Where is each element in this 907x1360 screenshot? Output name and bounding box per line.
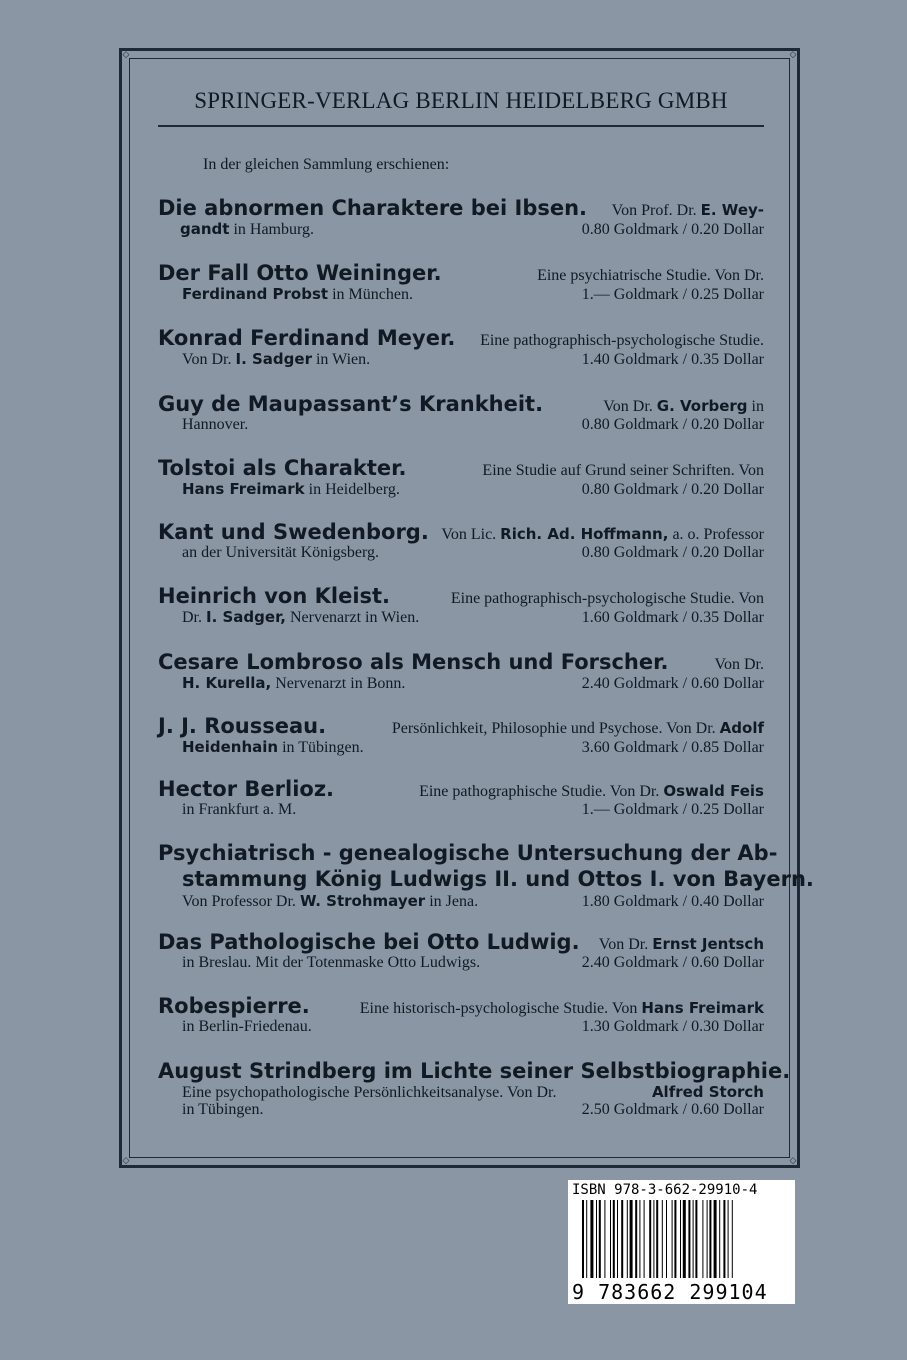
price: 2.40 Goldmark / 0.60 Dollar	[581, 675, 764, 692]
barcode-bar	[709, 1200, 711, 1278]
book-title-line-2: stammung König Ludwigs II. und Ottos I. von Bayern.	[182, 867, 814, 891]
barcode-bar	[590, 1200, 593, 1278]
barcode-bar	[732, 1200, 733, 1278]
list-item: Die abnormen Charaktere bei Ibsen. Von Prof. Dr. E. Wey- gandt in Hamburg. 0.80 Goldmark / 0.20 Dollar	[158, 196, 764, 238]
barcode-bar	[596, 1200, 597, 1278]
price: 0.80 Goldmark / 0.20 Dollar	[581, 544, 764, 561]
corner-ornament-br: ◇	[789, 1156, 797, 1166]
barcode-bar	[719, 1200, 720, 1278]
barcode-bar	[683, 1200, 686, 1278]
list-item: Konrad Ferdinand Meyer. Eine pathographisch-psychologische Studie. Von Dr. I. Sadger in Wien. 1.40 Goldmark / 0.35 Dollar	[158, 326, 764, 368]
barcode-bar	[693, 1200, 694, 1278]
intro-text: In der gleichen Sammlung erschienen:	[203, 156, 450, 173]
price: 1.60 Goldmark / 0.35 Dollar	[581, 609, 764, 626]
price: 0.80 Goldmark / 0.20 Dollar	[581, 416, 764, 433]
price: 2.40 Goldmark / 0.60 Dollar	[581, 954, 764, 971]
barcode-bar	[707, 1200, 708, 1278]
barcode-bar	[627, 1200, 628, 1278]
book-title: Heinrich von Kleist.	[158, 584, 391, 608]
book-title: Der Fall Otto Weininger.	[158, 261, 442, 285]
barcode-bar	[723, 1200, 725, 1278]
barcode-bar	[672, 1200, 673, 1278]
publisher-name: SPRINGER-VERLAG BERLIN HEIDELBERG GMBH	[194, 88, 728, 113]
barcode-bar	[613, 1200, 615, 1278]
header-rule	[158, 125, 764, 127]
barcode-bar	[630, 1200, 633, 1278]
barcode-bar	[604, 1200, 605, 1278]
price: 2.50 Goldmark / 0.60 Dollar	[581, 1101, 764, 1118]
barcode-bar	[702, 1200, 703, 1278]
price: 0.80 Goldmark / 0.20 Dollar	[581, 481, 764, 498]
price: 1.— Goldmark / 0.25 Dollar	[581, 286, 764, 303]
barcode-bar	[586, 1200, 587, 1278]
barcode-bar	[610, 1200, 611, 1278]
barcode-bar	[635, 1200, 637, 1278]
barcode-bar	[617, 1200, 618, 1278]
corner-ornament-tr: ◇	[789, 50, 797, 60]
list-item: Das Pathologische bei Otto Ludwig. Von Dr. Ernst Jentsch in Breslau. Mit der Totenmaske Otto Ludwigs. 2.40 Goldmark / 0.60 Dollar	[158, 930, 764, 971]
book-title: August Strindberg im Lichte seiner Selbstbiographie.	[158, 1059, 791, 1083]
list-item: Der Fall Otto Weininger. Eine psychiatrische Studie. Von Dr. Ferdinand Probst in München. 1.— Goldmark / 0.25 Dollar	[158, 261, 764, 303]
price: 1.30 Goldmark / 0.30 Dollar	[581, 1018, 764, 1035]
price: 1.40 Goldmark / 0.35 Dollar	[581, 351, 764, 368]
barcode-bar	[582, 1200, 584, 1278]
barcode-bar	[728, 1200, 729, 1278]
price: 3.60 Goldmark / 0.85 Dollar	[581, 739, 764, 756]
barcode-bar	[599, 1200, 601, 1278]
corner-ornament-bl: ◇	[122, 1156, 130, 1166]
book-title: Cesare Lombroso als Mensch und Forscher.	[158, 650, 669, 674]
book-title: Guy de Maupassant’s Krankheit.	[158, 392, 544, 416]
list-item: Tolstoi als Charakter. Eine Studie auf Grund seiner Schriften. Von Hans Freimark in Heidelberg. 0.80 Goldmark / 0.20 Dollar	[158, 456, 764, 498]
barcode-bar	[666, 1200, 667, 1278]
barcode-bar	[644, 1200, 645, 1278]
book-title: Die abnormen Charaktere bei Ibsen.	[158, 196, 588, 220]
list-item: Heinrich von Kleist. Eine pathographisch-psychologische Studie. Von Dr. I. Sadger, Nervenarzt in Wien. 1.60 Goldmark / 0.35 Dollar	[158, 584, 764, 626]
barcode-bar	[649, 1200, 651, 1278]
list-item: Kant und Swedenborg. Von Lic. Rich. Ad. Hoffmann, a. o. Professor an der Universität Königsberg. 0.80 Goldmark / 0.20 Dollar	[158, 520, 764, 561]
book-title: J. J. Rousseau.	[158, 714, 327, 738]
barcode-bar	[653, 1200, 654, 1278]
isbn-barcode	[568, 1180, 795, 1304]
barcode	[568, 1200, 795, 1282]
book-title-line-1: Psychiatrisch - genealogische Untersuchung der Ab-	[158, 841, 778, 865]
barcode-bar	[695, 1200, 697, 1278]
barcode-bar	[674, 1200, 676, 1278]
barcode-bar	[621, 1200, 623, 1278]
list-item: J. J. Rousseau. Persönlichkeit, Philosophie und Psychose. Von Dr. Adolf Heidenhain in Tübingen. 3.60 Goldmark / 0.85 Dollar	[158, 714, 764, 756]
ean-number: 9 783662 299104	[572, 1280, 768, 1304]
list-item: August Strindberg im Lichte seiner Selbstbiographie. Eine psychopathologische Persönlichkeitsanalyse. Von Dr. Alfred Storch in Tübingen. 2.50 Goldmark / 0.60 Dollar	[158, 1059, 791, 1118]
barcode-bar	[688, 1200, 690, 1278]
list-item: Robespierre. Eine historisch-psychologische Studie. Von Hans Freimark in Berlin-Friedenau. 1.30 Goldmark / 0.30 Dollar	[158, 994, 764, 1035]
barcode-bar	[662, 1200, 663, 1278]
list-item: Psychiatrisch - genealogische Untersuchung der Ab- stammung König Ludwigs II. und Ottos I. von Bayern. Von Professor Dr. W. Strohmayer in Jena. 1.80 Goldmark / 0.40 Dollar	[158, 841, 814, 910]
book-title: Konrad Ferdinand Meyer.	[158, 326, 456, 350]
barcode-bar	[639, 1200, 640, 1278]
list-item: Guy de Maupassant’s Krankheit. Von Dr. G. Vorberg in Hannover. 0.80 Goldmark / 0.20 Dollar	[158, 392, 764, 433]
list-item: Cesare Lombroso als Mensch und Forscher. Von Dr. H. Kurella, Nervenarzt in Bonn. 2.40 Goldmark / 0.60 Dollar	[158, 650, 764, 692]
book-title: Robespierre.	[158, 994, 310, 1018]
barcode-bar	[680, 1200, 681, 1278]
isbn-number: ISBN 978-3-662-29910-4	[572, 1182, 758, 1198]
corner-ornament-tl: ◇	[122, 50, 130, 60]
barcode-bar	[714, 1200, 717, 1278]
price: 1.— Goldmark / 0.25 Dollar	[581, 801, 764, 818]
price: 0.80 Goldmark / 0.20 Dollar	[581, 221, 764, 238]
price: 1.80 Goldmark / 0.40 Dollar	[581, 893, 764, 910]
barcode-bar	[656, 1200, 658, 1278]
book-title: Das Pathologische bei Otto Ludwig.	[158, 930, 580, 954]
book-title: Hector Berlioz.	[158, 777, 335, 801]
book-title: Kant und Swedenborg.	[158, 520, 429, 544]
book-title: Tolstoi als Charakter.	[158, 456, 407, 480]
list-item: Hector Berlioz. Eine pathographische Studie. Von Dr. Oswald Feis in Frankfurt a. M. 1.— Goldmark / 0.25 Dollar	[158, 777, 764, 818]
